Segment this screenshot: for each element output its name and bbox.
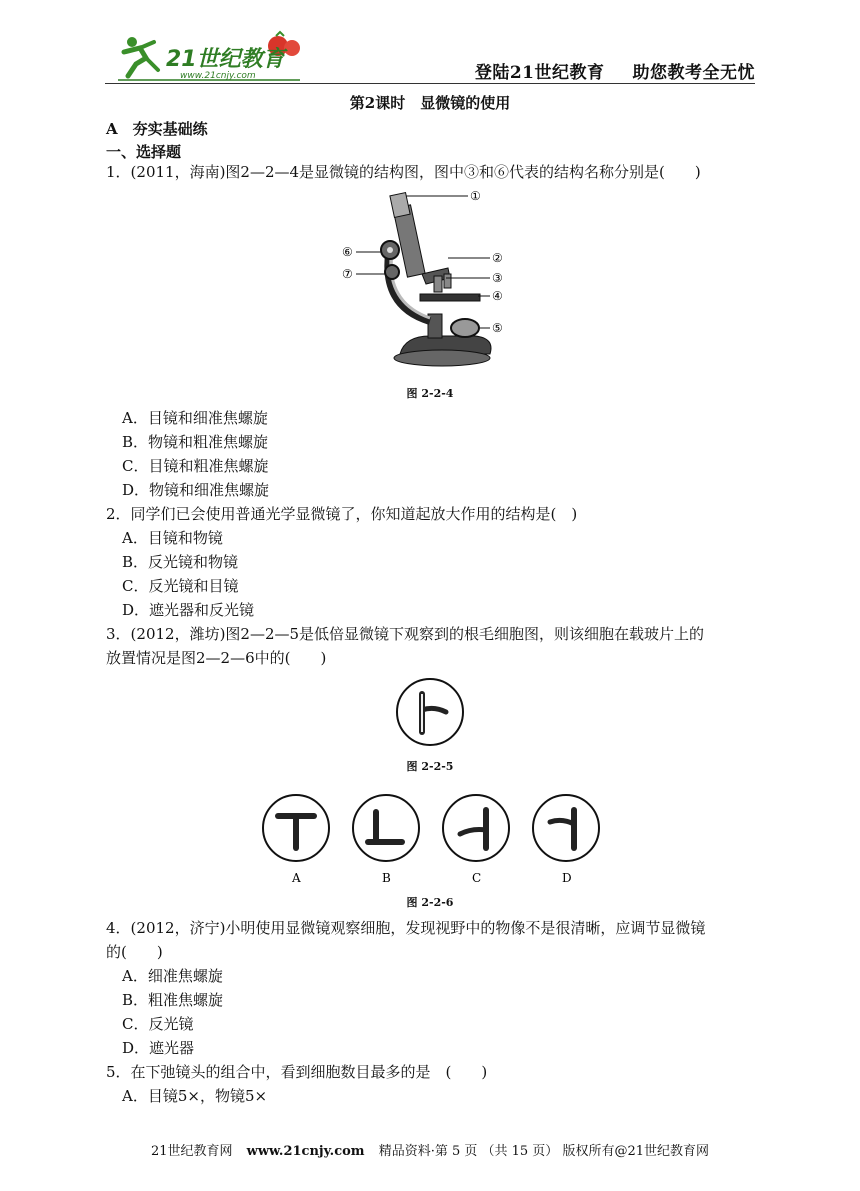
figure-option-label-d: D	[562, 871, 572, 885]
question-5-option-a: A．目镜5×，物镜5×	[122, 1087, 268, 1105]
question-4-stem-line-2: 的( )	[106, 943, 163, 961]
figure-caption-2-2-4: 图 2-2-4	[406, 387, 454, 400]
figure-label-5: ⑤	[492, 321, 503, 335]
question-2-option-c: C．反光镜和目镜	[122, 577, 239, 595]
figure-option-label-b: B	[382, 871, 391, 885]
question-4-option-c: C．反光镜	[122, 1015, 194, 1033]
slogan-right: 助您教考全无忧	[632, 63, 755, 83]
question-5-stem: 5．在下弛镜头的组合中，看到细胞数目最多的是 ( )	[106, 1063, 488, 1081]
question-1-option-a: A．目镜和细准焦螺旋	[122, 409, 268, 427]
footer-site: 21世纪教育网	[150, 1144, 233, 1159]
header-slogan	[447, 58, 755, 83]
question-3-stem-line-1: 3．(2012，潍坊)图2—2—5是低倍显微镜下观察到的根毛细胞图，则该细胞在载玻片上的	[106, 625, 705, 643]
figure-label-6: ⑥	[342, 245, 353, 259]
figure-label-7: ⑦	[342, 267, 353, 281]
figure-label-3: ③	[492, 271, 503, 285]
section-heading-a: A 夯实基础练	[106, 120, 208, 138]
question-1-option-d: D．物镜和细准焦螺旋	[122, 481, 270, 499]
figure-label-4: ④	[492, 289, 503, 303]
question-2-option-b: B．反光镜和物镜	[122, 553, 239, 571]
site-logo	[110, 30, 310, 82]
slogan-left: 登陆21世纪教育	[474, 63, 605, 83]
header-divider	[105, 83, 755, 84]
page-footer	[0, 1140, 860, 1159]
question-3-stem-line-2: 放置情况是图2—2—6中的( )	[106, 649, 327, 667]
microscope-figure	[330, 186, 530, 376]
question-2-option-d: D．遮光器和反光镜	[122, 601, 255, 619]
logo-url-text: www.21cnjy.com	[180, 71, 256, 81]
question-4-option-b: B．粗准焦螺旋	[122, 991, 224, 1009]
section-heading-choice: 一、选择题	[106, 143, 182, 161]
question-1-option-c: C．目镜和粗准焦螺旋	[122, 457, 269, 475]
footer-url: www.21cnjy.com	[246, 1144, 365, 1159]
question-4-stem-line-1: 4．(2012，济宁)小明使用显微镜观察细胞，发现视野中的物像不是很清晰，应调节显微镜	[106, 919, 706, 937]
cell-orientation-options-figure	[260, 792, 605, 887]
figure-option-label-a: A	[292, 871, 301, 885]
figure-label-1: ①	[470, 189, 481, 203]
figure-label-2: ②	[492, 251, 503, 265]
question-2-option-a: A．目镜和物镜	[122, 529, 223, 547]
question-4-option-d: D．遮光器	[122, 1039, 195, 1057]
question-4-option-a: A．细准焦螺旋	[122, 967, 223, 985]
logo-text: 21世纪教育	[166, 47, 285, 72]
figure-option-label-c: C	[472, 871, 482, 885]
question-1-option-b: B．物镜和粗准焦螺旋	[122, 433, 269, 451]
footer-info: 精品资料·第 5 页 （共 15 页） 版权所有@21世纪教育网	[378, 1144, 709, 1159]
figure-caption-2-2-6: 图 2-2-6	[406, 896, 454, 909]
figure-caption-2-2-5: 图 2-2-5	[406, 760, 454, 773]
lesson-title: 第2课时 显微镜的使用	[349, 94, 511, 112]
root-hair-cell-figure	[394, 676, 466, 748]
question-2-stem: 2．同学们已会使用普通光学显微镜了，你知道起放大作用的结构是( )	[106, 505, 578, 523]
question-1-stem: 1．(2011，海南)图2—2—4是显微镜的结构图，图中③和⑥代表的结构名称分别是( )	[106, 163, 701, 181]
